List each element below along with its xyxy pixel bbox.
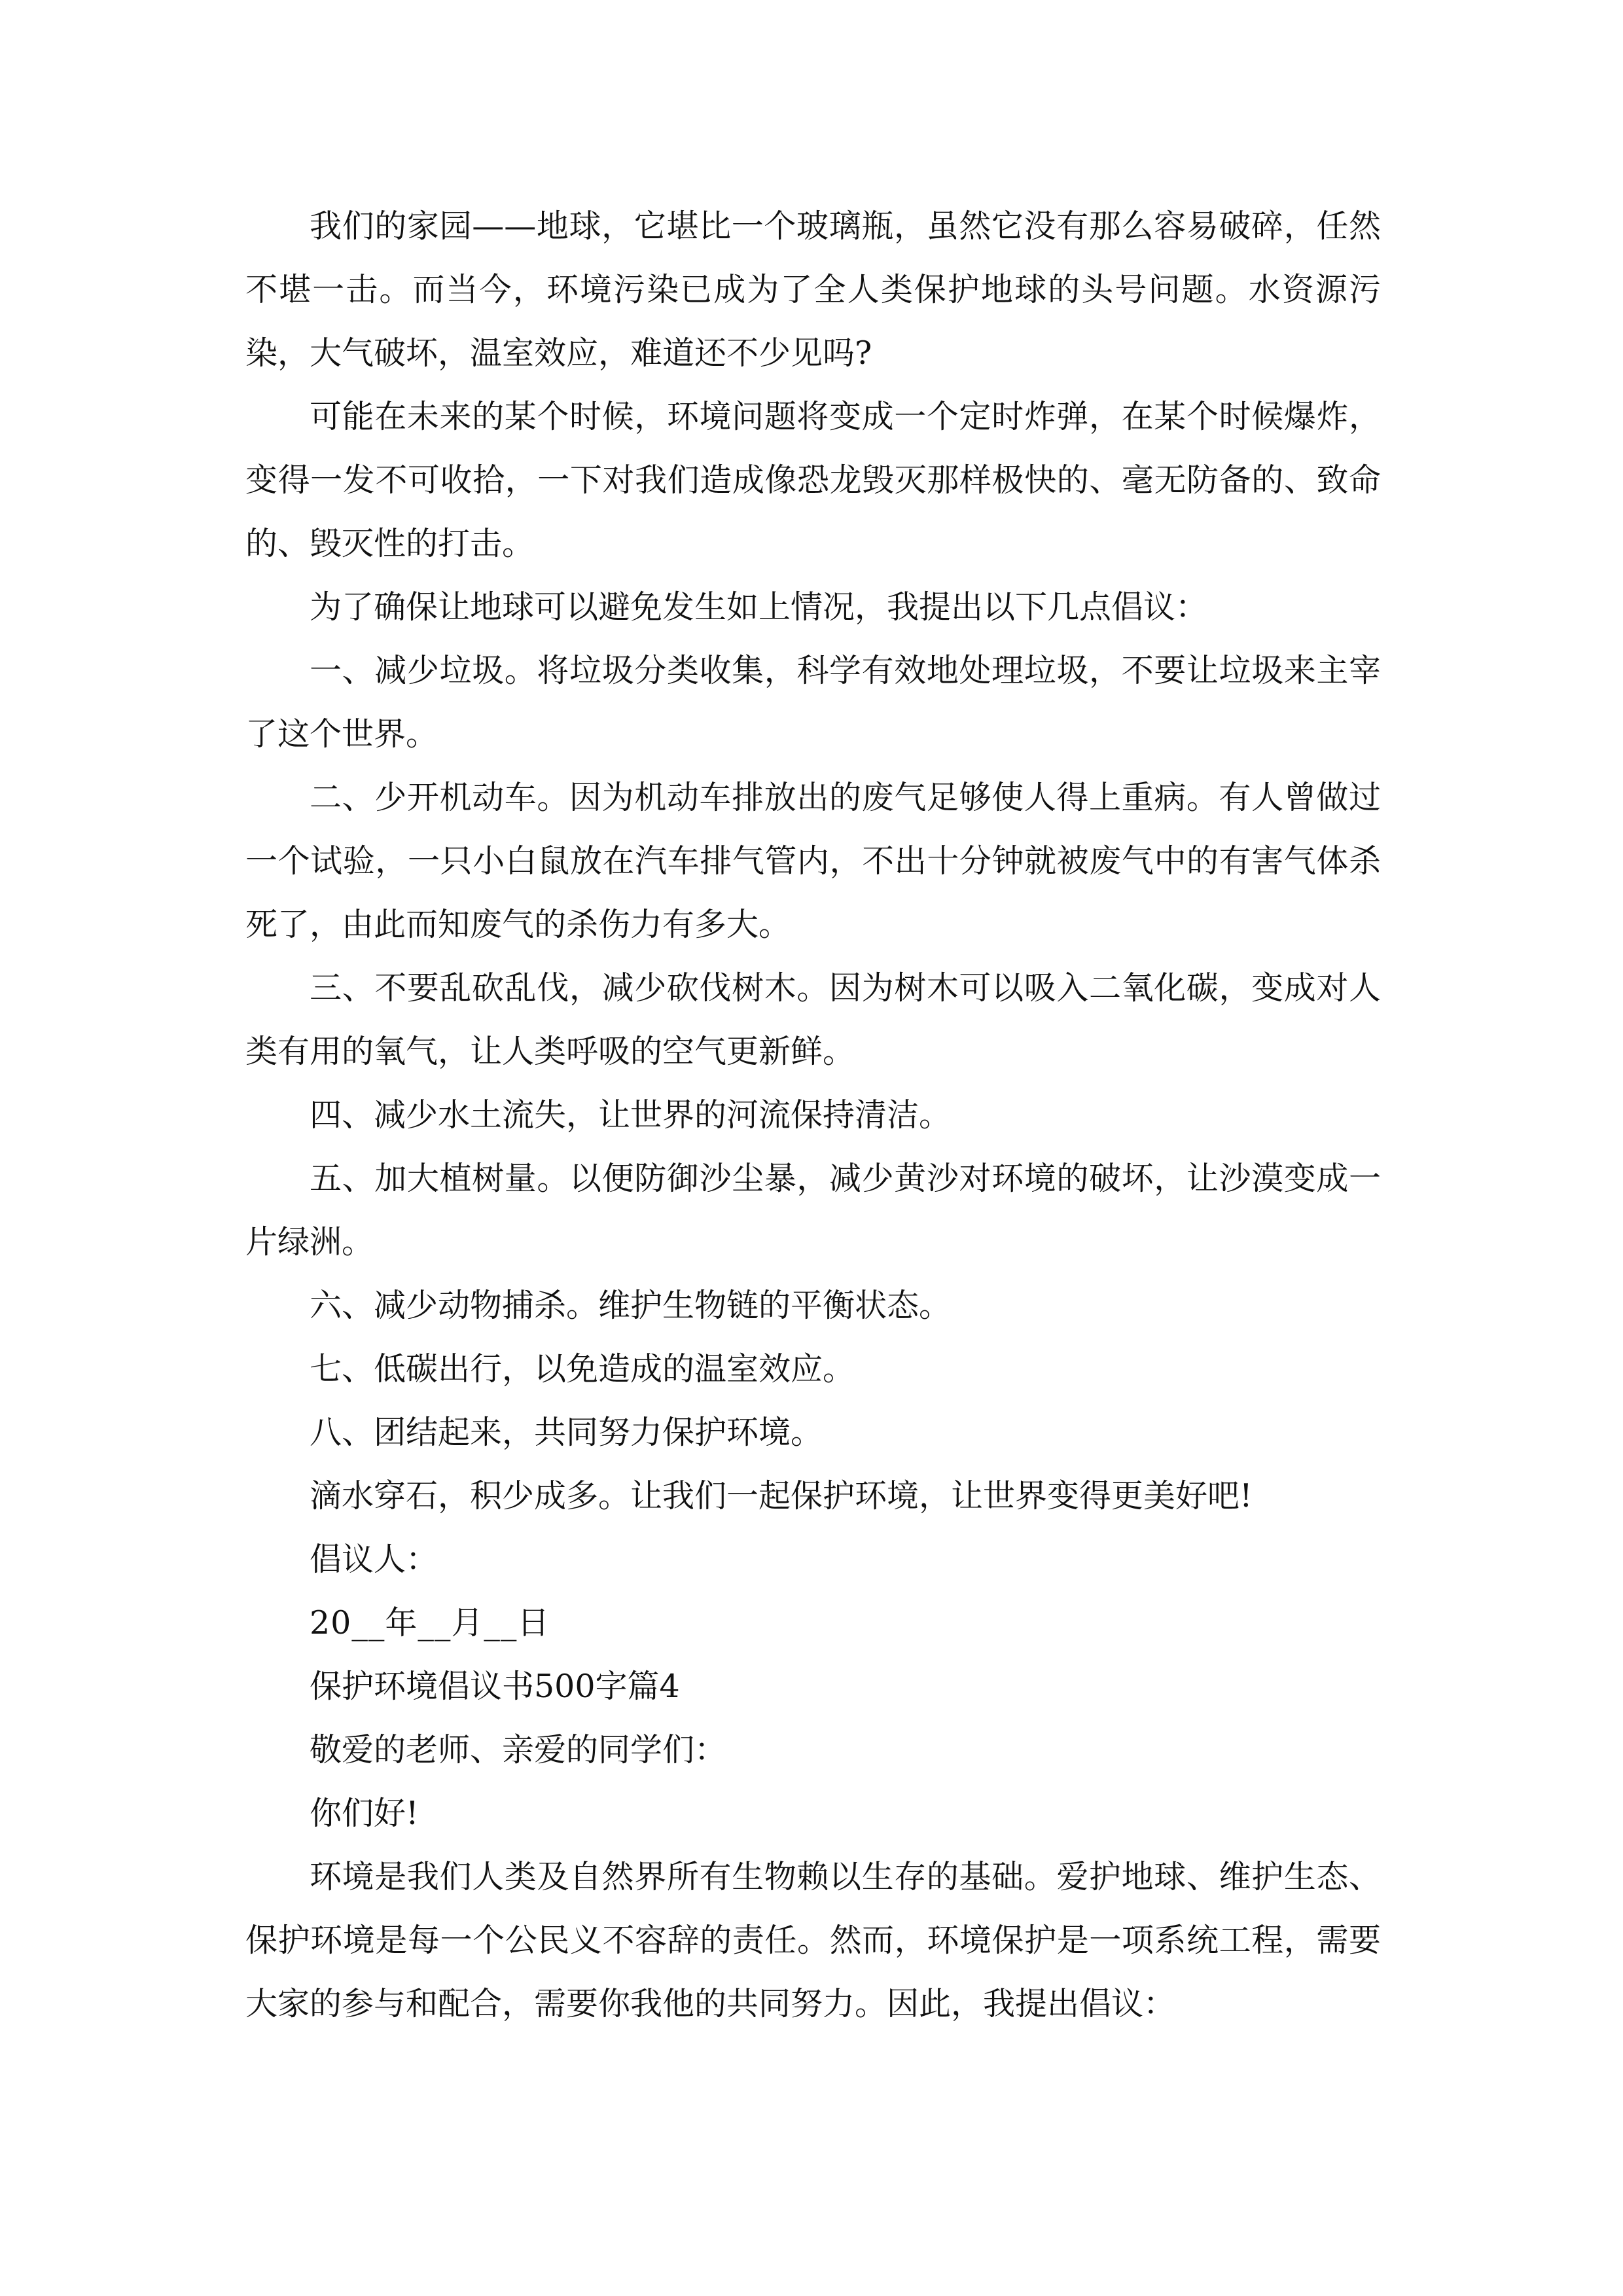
- paragraph-item-5: 五、加大植树量。以便防御沙尘暴，减少黄沙对环境的破坏，让沙漠变成一片绿洲。: [245, 1160, 1381, 1261]
- paragraph-proposal-lead: 为了确保让地球可以避免发生如上情况，我提出以下几点倡议：: [310, 588, 1208, 626]
- greeting: 你们好!: [310, 1795, 419, 1832]
- paragraph-item-4: 四、减少水土流失，让世界的河流保持清洁。: [310, 1096, 952, 1134]
- paragraph-closing: 滴水穿石，积少成多。让我们一起保护环境，让世界变得更美好吧!: [310, 1477, 1253, 1515]
- paragraph-item-2: 二、少开机动车。因为机动车排放出的废气足够使人得上重病。有人曾做过一个试验，一只小白鼠放在汽车排气管内，不出十分钟就被废气中的有害气体杀死了，由此而知废气的杀伤力有多大。: [245, 779, 1381, 943]
- proposer-line: 倡议人：: [310, 1541, 438, 1578]
- section-title: 保护环境倡议书500字篇4: [310, 1668, 680, 1705]
- paragraph-time-bomb: 可能在未来的某个时候，环境问题将变成一个定时炸弹，在某个时候爆炸，变得一发不可收拾，一下对我们造成像恐龙毁灭那样极快的、毫无防备的、致命的、毁灭性的打击。: [245, 398, 1381, 562]
- paragraph-item-6: 六、减少动物捕杀。维护生物链的平衡状态。: [310, 1287, 952, 1324]
- paragraph-item-7: 七、低碳出行，以免造成的温室效应。: [310, 1350, 855, 1388]
- salutation: 敬爱的老师、亲爱的同学们：: [310, 1731, 727, 1768]
- document-body: [245, 194, 1381, 2036]
- paragraph-item-8: 八、团结起来，共同努力保护环境。: [310, 1414, 823, 1451]
- paragraph-environment-basis: 环境是我们人类及自然界所有生物赖以生存的基础。爱护地球、维护生态、保护环境是每一个公民义不容辞的责任。然而，环境保护是一项系统工程，需要大家的参与和配合，需要你我他的共同努力。因此，我提出倡议：: [245, 1858, 1381, 2022]
- paragraph-item-1: 一、减少垃圾。将垃圾分类收集，科学有效地处理垃圾，不要让垃圾来主宰了这个世界。: [245, 652, 1381, 753]
- paragraph-item-3: 三、不要乱砍乱伐，减少砍伐树木。因为树木可以吸入二氧化碳，变成对人类有用的氧气，让人类呼吸的空气更新鲜。: [245, 969, 1381, 1070]
- date-line: 20__年__月__日: [310, 1604, 550, 1641]
- paragraph-intro-earth: 我们的家园——地球，它堪比一个玻璃瓶，虽然它没有那么容易破碎，任然不堪一击。而当今，环境污染已成为了全人类保护地球的头号问题。水资源污染，大气破坏，温室效应，难道还不少见吗?: [245, 207, 1381, 372]
